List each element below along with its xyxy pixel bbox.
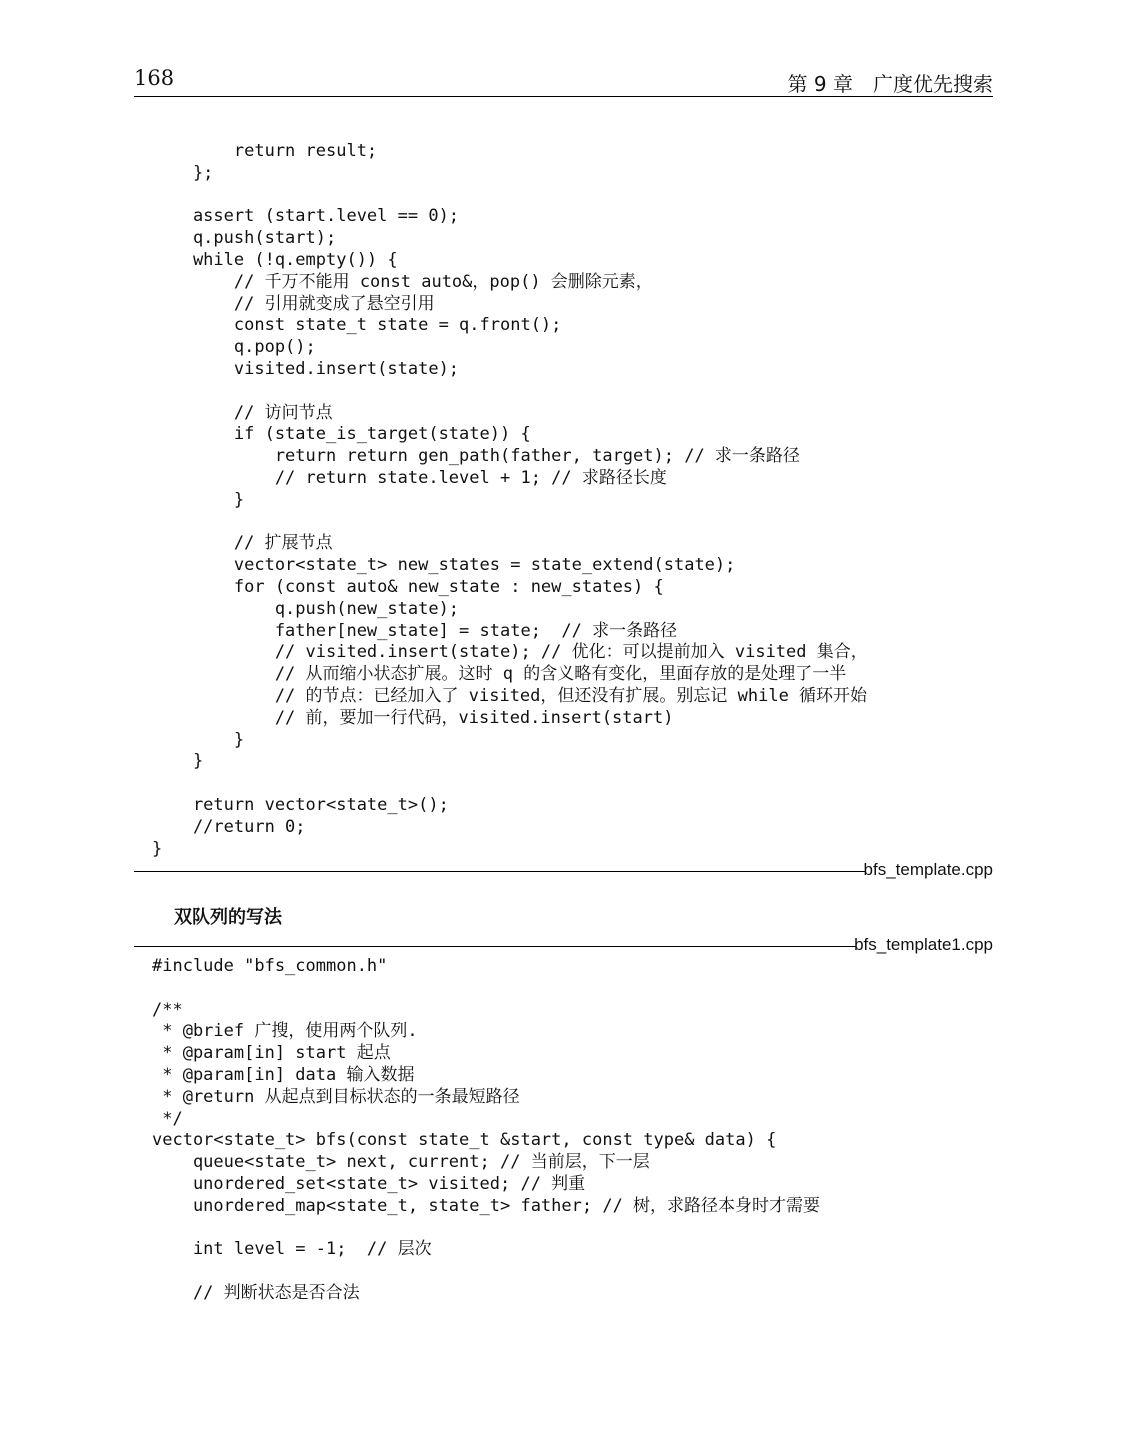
code-line: queue<state_t> next, current; // 当前层，下一层 xyxy=(152,1152,650,1173)
code-line: }; xyxy=(152,162,214,183)
code-line: * @param[in] data 输入数据 xyxy=(152,1064,415,1085)
code-line: return return gen_path(father, target); // 求一条路径 xyxy=(152,446,800,467)
code-line: // 的节点：已经加入了 visited，但还没有扩展。别忘记 while 循环开始 xyxy=(152,685,868,706)
section-title: 双队列的写法 xyxy=(174,907,282,928)
code-line: q.push(start); xyxy=(152,228,337,249)
code-line: unordered_map<state_t, state_t> father; // 树，求路径本身时才需要 xyxy=(152,1195,821,1216)
code-line xyxy=(152,185,868,207)
code-line: // 访问节点 xyxy=(152,402,333,423)
code-line: } xyxy=(152,838,163,859)
code-line xyxy=(152,773,868,795)
code-line: visited.insert(state); xyxy=(152,358,460,379)
code-line xyxy=(152,978,820,1000)
code-line: */ xyxy=(152,1108,183,1129)
code-line: * @return 从起点到目标状态的一条最短路径 xyxy=(152,1086,520,1107)
code-line: if (state_is_target(state)) { xyxy=(152,424,531,445)
code-line: * @param[in] start 起点 xyxy=(152,1043,391,1064)
code-line: // return state.level + 1; // 求路径长度 xyxy=(152,467,667,488)
code-line: const state_t state = q.front(); xyxy=(152,315,562,336)
code-line: } xyxy=(152,489,245,510)
code-line: } xyxy=(152,729,245,750)
code-line: vector<state_t> new_states = state_extend(state); xyxy=(152,555,736,576)
code-line xyxy=(152,1218,820,1240)
code-line: // 千万不能用 const auto&，pop() 会删除元素， xyxy=(152,271,653,292)
code-line: for (const auto& new_state : new_states) { xyxy=(152,576,664,597)
code-line: return vector<state_t>(); xyxy=(152,794,449,815)
code-line: q.pop(); xyxy=(152,337,316,358)
code-line: // visited.insert(state); // 优化：可以提前加入 visited 集合， xyxy=(152,642,868,663)
code-line: assert (start.level == 0); xyxy=(152,206,460,227)
code-line: #include "bfs_common.h" xyxy=(152,956,388,976)
code-line: q.push(new_state); xyxy=(152,598,460,619)
code-line xyxy=(152,1261,820,1283)
page-number: 168 xyxy=(134,66,175,90)
file-label-bfs-template1: bfs_template1.cpp xyxy=(854,935,993,954)
code-listing-bfs-template1 xyxy=(152,956,820,1305)
code-line xyxy=(152,512,868,534)
code-line: // 扩展节点 xyxy=(152,533,333,554)
code-line: int level = -1; // 层次 xyxy=(152,1239,432,1260)
file-label-bfs-template: bfs_template.cpp xyxy=(863,860,993,879)
code-line xyxy=(152,381,868,403)
code-line: * @brief 广搜，使用两个队列. xyxy=(152,1021,418,1042)
code-line: while (!q.empty()) { xyxy=(152,249,398,270)
code-line: // 从而缩小状态扩展。这时 q 的含义略有变化，里面存放的是处理了一半 xyxy=(152,664,847,685)
code-line: return result; xyxy=(152,141,378,161)
header-rule xyxy=(134,96,993,97)
chapter-title: 第 9 章 广度优先搜索 xyxy=(787,72,993,96)
code-line: //return 0; xyxy=(152,816,306,837)
code-line: // 判断状态是否合法 xyxy=(152,1282,360,1303)
code-line: /** xyxy=(152,999,183,1020)
code-line: } xyxy=(152,751,204,772)
file-rule-bfs-template1 xyxy=(134,946,856,947)
file-rule-bfs-template xyxy=(134,871,866,872)
code-listing-bfs-template xyxy=(152,141,868,860)
code-line: vector<state_t> bfs(const state_t &start, const type& data) { xyxy=(152,1130,777,1151)
code-line: unordered_set<state_t> visited; // 判重 xyxy=(152,1173,586,1194)
code-line: father[new_state] = state; // 求一条路径 xyxy=(152,620,678,641)
code-line: // 引用就变成了悬空引用 xyxy=(152,293,435,314)
code-line: // 前，要加一行代码，visited.insert(start) xyxy=(152,707,674,728)
